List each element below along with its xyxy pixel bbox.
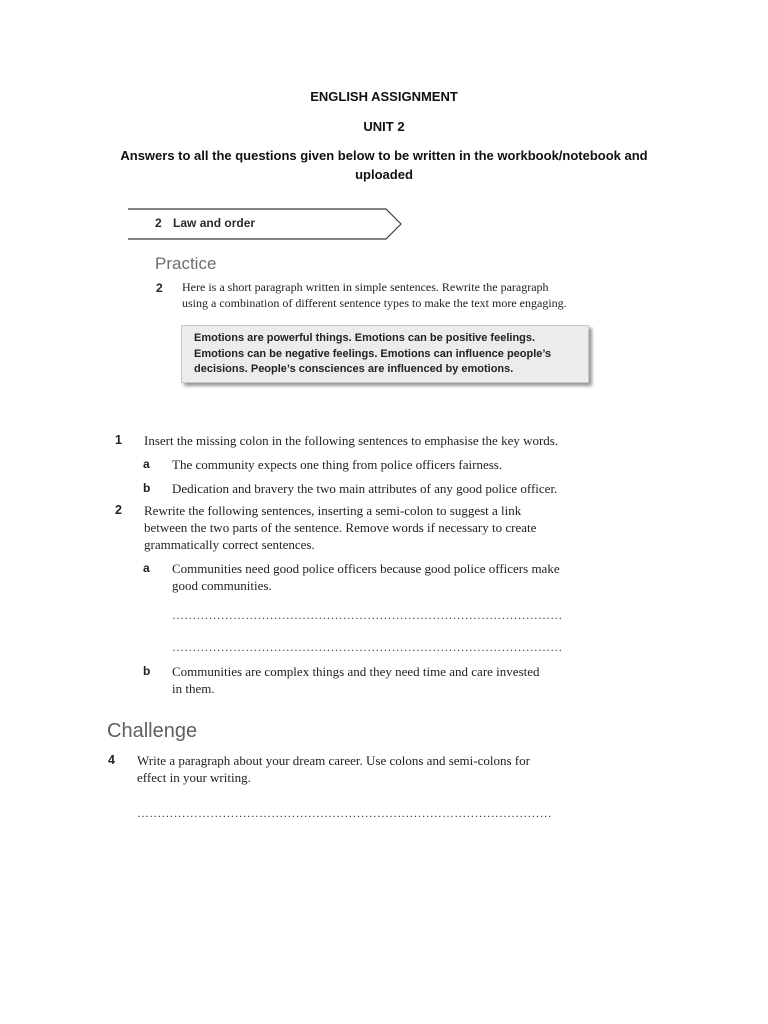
- question-1a-text: The community expects one thing from police officers fairness.: [172, 457, 503, 472]
- answer-line[interactable]: ……………………………………………………………………………………: [172, 640, 563, 654]
- box-line: Emotions are powerful things. Emotions can be positive feelings.: [194, 332, 536, 344]
- question-2a-text: [172, 560, 622, 594]
- assignment-title: ENGLISH ASSIGNMENT: [310, 89, 458, 104]
- unit-number: 2: [155, 216, 162, 230]
- question-2-number: 2: [115, 503, 122, 517]
- practice-question-line: using a combination of different sentence types to make the text more engaging.: [182, 296, 567, 310]
- question-2-line: grammatically correct sentences.: [144, 537, 315, 552]
- question-2a-line: Communities need good police officers because good police officers make: [172, 561, 560, 576]
- practice-question-number: 2: [156, 281, 163, 295]
- practice-question-text: [182, 279, 622, 311]
- question-1b-text: Dedication and bravery the two main attributes of any good police officer.: [172, 481, 558, 496]
- box-line: decisions. People’s consciences are influenced by emotions.: [194, 363, 514, 375]
- question-2-line: Rewrite the following sentences, inserting a semi-colon to suggest a link: [144, 503, 522, 518]
- question-2b-line: Communities are complex things and they need time and care invested: [172, 664, 540, 679]
- question-1a-label: a: [143, 457, 150, 471]
- question-2a-line: good communities.: [172, 578, 272, 593]
- practice-question-line: Here is a short paragraph written in simple sentences. Rewrite the paragraph: [182, 280, 549, 294]
- challenge-heading: Challenge: [107, 720, 198, 742]
- box-line: Emotions can be negative feelings. Emotions can influence people’s: [194, 347, 552, 360]
- question-2a-label: a: [143, 561, 150, 575]
- question-1-text: Insert the missing colon in the following sentences to emphasise the key words.: [144, 433, 559, 448]
- question-1-number: 1: [115, 433, 122, 447]
- challenge-answer-line[interactable]: …………………………………………………………………………………………: [137, 806, 552, 820]
- instructions: Answers to all the questions given below to be written in the workbook/notebook and uploaded: [120, 148, 648, 182]
- practice-heading: Practice: [155, 254, 217, 273]
- unit-banner: [128, 207, 403, 241]
- unit-label: UNIT 2: [363, 119, 405, 134]
- question-1b-label: b: [143, 481, 151, 495]
- question-2b-text: [172, 663, 622, 697]
- question-2-text: [144, 502, 614, 553]
- unit-title: Law and order: [173, 216, 256, 230]
- challenge-line: Write a paragraph about your dream career. Use colons and semi-colons for: [137, 753, 530, 768]
- challenge-line: effect in your writing.: [137, 770, 251, 785]
- challenge-text: [137, 752, 607, 786]
- question-2-line: between the two parts of the sentence. Remove words if necessary to create: [144, 520, 537, 535]
- answer-line[interactable]: ……………………………………………………………………………………: [172, 608, 563, 622]
- question-2b-line: in them.: [172, 681, 215, 696]
- question-2b-label: b: [143, 664, 151, 678]
- practice-paragraph-box: [181, 325, 589, 383]
- challenge-number: 4: [108, 753, 115, 767]
